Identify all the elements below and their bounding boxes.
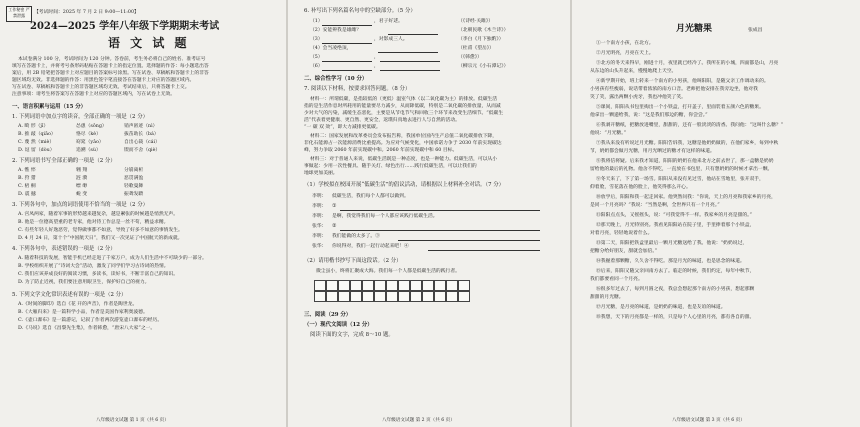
answer-blank[interactable] [398,240,540,241]
speaker: 李明： [312,234,327,239]
instruction-line: 案后，用 2B 铅笔把答题卡上对应题目的答案标号涂黑。写在试卷、草稿纸和答题卡上的非答 [12,71,209,76]
paragraph: 留给他的最后的礼物。他舍不得吃，一直放在书包里，只有想奶奶的时候才拿出一颗。 [590,167,773,172]
option-c: 自出心裁（cái） [124,140,160,145]
poem-source: （北朝民歌《木兰诗》） [458,28,509,33]
option-a: 怂恿（sǒnɡ） [76,124,107,129]
dialog-line: 是啊，我觉得我们每一个人都应该践行低碳生活。 [332,214,438,219]
option-d: 振聋发聩 [124,192,144,197]
paragraph: ⑨冬天来了，下了第一场雪。阳阳从来没有见过雪，他站在雪地里，张开双手， [596,177,764,182]
material-line: 活”代表着更健康、更自然、更安全，返璞归真地去进行人与自然的活动。 [304,118,460,123]
option-a: 销声匿迹（nì） [124,124,158,129]
option-b: 恪尽（kè） [76,132,101,137]
option-a: A. 随着科技的发展，智能手机已经走进了千家万户，成为人们生活中不可缺少的一部分。 [18,256,207,261]
poem-source: （杜甫《望岳》） [458,46,494,51]
poem-source: （李白《月下独酌》） [458,37,504,42]
option-b: B. 学校组织开展了“诗词大会”活动，激发了同学们学习古诗词的热情。 [18,264,169,269]
paragraph: ⑬第二天，阳阳把铁盒里最后一颗月光糖送给了我。他说：“奶奶说过， [596,241,748,246]
paragraph: ⑭我握着那颗糖，久久舍不得吃。那是月光的味道，也是思念的味道。 [596,259,745,264]
question-3: 3. 下列各句中，加点的词语使用不恰当的一项是（2 分） [12,202,148,208]
material-line: 材料二：国家发展和改革委员会发布报告称，我国单位国内生产总值二氧化碳排放下降， [310,134,498,139]
blank-label: （1） [310,19,323,24]
paragraph: 他拿出一颗递给我，说：“这是我们那边的糖，你尝尝。” [590,113,708,118]
paragraph: 把糖分给好朋友，甜就会加倍。” [590,249,658,254]
paragraph: ⑫那天晚上，月光特别亮。我看见阳阳站在院子里，手里捧着那个小铁盒， [596,223,755,228]
material-line: “一 碳 双 效”，即大力减排更低碳。 [304,125,381,130]
question-7: 7. 阅读以下材料，按要求回答问题。（8 分） [304,86,411,92]
question-5: 5. 下列文学文化常识表述有误的一项是（2 分） [12,292,127,298]
paragraph: ⑧我将信将疑。后来我才知道，阳阳的奶奶在他来北方之前去世了，那一盒糖是奶奶 [596,159,774,164]
option-d: 锲而不舍（qiè） [124,148,161,153]
paragraph: ⑱我想，天下的月亮都是一样的，只是每个人心里的月亮，都有各自的甜。 [596,315,755,320]
question-2: 2. 下列词语书写全部正确的一项是（2 分） [12,158,116,164]
copy-text: 微尘虽小，终将汇聚成大海。我们每一个人都是低碳生活的践行者。 [316,269,460,274]
subsection-heading: （一）现代文阅读（12 分） [304,322,373,328]
paragraph: 节，奶奶都会做月光糖，用月光晒过的糖才有这样的味道。 [590,149,715,154]
paragraph: ⑥我剥开糖纸，把糖放进嘴里，甜甜的，还有一股淡淡的清香。我问他：“这叫什么糖？” [596,123,784,128]
exam-title: 2024—2025 学年八年级下学期期末考试 [30,21,220,32]
exam-time: 【考试时间：2025 年 7 月 2 日 9:00—11:00】 [34,10,139,15]
option-d: D.《马说》选自《昌黎先生集》，作者韩愈，“唐宋八大家”之一。 [18,326,156,331]
material-line: 材料一：所谓低碳，是指较低的（更低）温室气体（以二氧化碳为主）的排放。低碳生活 [310,97,498,102]
speaker: 李明： [312,194,327,199]
paragraph: ②月光明亮，月亮在天上。 [596,51,654,56]
option-b: B. 他是一位德高望重的老专家，他对待工作总是一丝不苟，精益求精。 [18,220,169,225]
poem-source: （柳宗元《小石潭记》） [458,64,509,69]
paragraph: ③北方的冬天来得早，刚进十月，夜里就已经冷了。我所在的小城，四面都是山，月亮 [596,61,779,66]
question-1: 1. 下列词语中加点字的读音，全部正确的一项是（2 分） [12,114,148,120]
answer-blank[interactable] [322,70,372,71]
question-7-2: （2）请用楷书抄写下面这段话。（2 分） [304,258,402,264]
speaker: 李明： [312,204,327,209]
dialog-line: ② [332,224,337,229]
paragraph: 甜甜的月光糖。 [590,295,624,300]
speaker: 张华： [312,224,327,229]
calligraphy-grid[interactable] [314,280,470,302]
option-b: 涟 漪 [76,176,88,181]
paragraph: 对着月亮，轻轻地说着什么。 [590,231,653,236]
option-a: 翱 翔 [76,168,88,173]
option-a: A. 畸 形（jī） [18,124,49,129]
answer-blank[interactable] [380,70,440,71]
page-footer: 八年级语文试题 第 3 页（共 6 页） [672,418,745,423]
paragraph: ⑰月光糖，是月亮的味道，是奶奶的味道，也是友谊的味道。 [596,305,726,310]
question-4: 4. 下列各句中，表述错误的一项是（2 分） [12,246,116,252]
answer-blank[interactable] [340,210,540,211]
answer-blank[interactable] [322,43,372,44]
paragraph: ①一个南方小孩，在北方。 [596,41,654,46]
material-line: 事做起：少用一次性餐具、随手关灯、绿色出行……践行低碳生活，可以让我们的 [304,164,477,169]
dialog-line: 低碳生活，我们每个人都可以做到。 [332,194,409,199]
poem-line: ，君子好逑。 [374,19,403,24]
blank-label: （6） [310,64,323,69]
option-d: D. 震 撼 [18,192,36,197]
material-line: 地球更加美丽。 [304,171,338,176]
section-heading: 三、阅读（29 分） [304,312,352,318]
option-d: 追溯（sù） [76,148,101,153]
material-line: 少对大气的污染，减缓生态恶化，主要是从节电节气和回收三个环节来改变生活细节。“低碳生 [304,111,504,116]
option-a: A. 宫凤两家，随着军事的形势越来越复杂，越是紧张的时候越是悄然无声。 [18,212,179,217]
dialog-line: 你说得对，我们一起行动起来吧！④ [332,244,409,249]
paragraph: ⑯很多年过去了，每到月圆之夜，我总会想起那个南方的小男孩，想起那颗 [596,287,755,292]
answer-blank[interactable] [322,25,372,26]
paragraph: 仰着脸，雪花落在他的脸上，他笑得那么开心。 [590,185,691,190]
page-footer: 八年级语文试题 第 1 页（共 6 页） [96,418,169,423]
instruction-line: 填写在答题卡上，并将考号条形码粘贴在答题卡上的指定位置。选择题的作答：每小题选出答 [12,64,209,69]
material-line: 非化石能源占一次能源消费比重提高。为应对气候变化，中国承诺力争于 2030 年前实现碳达 [304,141,502,146]
material-line: 指的是生活作息时所耗用的能量要尽力减少，从而降低碳，特别是二氧化碳的排放量，从而减 [304,104,501,109]
section-heading: 一、语言积累与运用（15 分） [12,104,87,110]
blank-label: （5） [310,55,323,60]
question-6: 6. 补写出下列名篇名句中的空缺部分。（5 分） [304,8,416,14]
instruction-line: 本试卷满分 100 分，考试时间为 120 分钟。答卷前，考生务必将自己的姓名、准考证号 [18,57,206,62]
option-c: C. 梧 桐 [18,184,36,189]
poem-line: （4）会当凌绝顶， [310,46,352,51]
poem-line: （2）安能辨我是雄雌？ [310,28,362,33]
speaker: 张华： [312,244,327,249]
dialog-line: ① [332,204,337,209]
page-2 [288,0,570,427]
instruction-line: 注意事项：请考生将答案写在答题卡上对应的答题区域内，写在试卷上无效。 [12,92,176,97]
poem-line: ， [374,64,379,69]
paragraph: ⑪阳阳点点头，又摇摇头，说：“可我觉得不一样。我家乡的月亮是甜的。” [596,213,753,218]
option-a: A.《时间的脚印》选自《花 开的声音》，作者是陶世龙。 [18,302,138,307]
answer-blank[interactable] [388,34,438,35]
option-d: D. 为了防止近视，我们要注意用眼卫生，保护好自己的视力。 [18,280,150,285]
poem-line: ， [374,55,379,60]
question-7-1: （1）学校拟在校园开展“低碳生活”的倡议活动，请根据以上材料补全对话。（7 分） [304,182,505,188]
paragraph: ⑤课间，阳阳从书包里掏出一个小铁盒，打开盖子，里面装着五颜六色的糖果。 [596,105,764,110]
option-b: B. 推 敲（qiāo） [18,132,56,137]
option-b: B. 狩 猎 [18,176,36,181]
instruction-line: 写在试卷、草稿纸和答题卡上的非答题区域均无效。考试结束后，只将答题卡上交。 [12,85,190,90]
answer-blank[interactable] [380,61,440,62]
paragraph: ⑩放学后，阳阳和我一起走回家。他突然问我：“你说，天上的月亮和我家乡的月亮， [596,195,776,200]
reading-instruction: 阅读下面的文字，完成 8～10 题。 [310,332,394,338]
page-1 [0,0,286,427]
option-d: D. 逗 留（dòu） [18,148,55,153]
blank-label: （3） [310,37,323,42]
paragraph: 我们都要看同一个月亮。 [590,277,643,282]
poem-source: （《韩愈》） [458,55,482,60]
option-c: C.《壶口瀑布》是一篇游记，记叙了作者两次游览壶口瀑布的经历。 [18,318,163,323]
page-3 [572,0,860,427]
option-a: A. 憔 悴 [18,168,36,173]
answer-blank[interactable] [340,230,540,231]
confidential-stamp [6,6,32,22]
stamp-text: 工作秘密 严禁泄露 [8,7,30,18]
option-d: D. 4 月 24 日，第十个“中国航天日”，我们又一次见证了中国航天的新成就。 [18,236,183,241]
option-c: C. 有些年轻人好逸恶劳，觉得做事都不如意，导致了好多不如意的事情发生。 [18,228,183,233]
paragraph: 是同一个月亮吗？”我说：“当然是啊，全世界只有一个月亮。” [590,203,720,208]
option-b: B.《大雁归来》是一篇科学小品，作者是美国作家利奥波德。 [18,310,148,315]
speaker: 李明： [312,214,327,219]
option-c: 窈窕（yǎo） [76,140,104,145]
option-b: 拔苗助长（bá） [124,132,159,137]
paragraph: ⑮后来，阳阳又随父亲回南方去了。临走的时候，我们约定，每年中秋节， [596,269,755,274]
paragraph: ⑦我从来没有听说过月光糖。阳阳告诉我，这糖是他奶奶做的，在他们家乡，每到中秋 [596,141,779,146]
subject-title: 语 文 试 题 [108,36,190,50]
poem-source: （《诗经·关雎》） [458,19,494,24]
paragraph: 从东边的山头升起来，慢慢地爬上天空。 [590,69,677,74]
dialog-line: 我们能做的太多了。③ [332,234,380,239]
paragraph: 他说：“月光糖。” [590,131,627,136]
option-c: C. 我们应该养成良好的阅读习惯，多读书，读好书，不断丰富自己的知识。 [18,272,179,277]
paragraph: ④新学期开始，班上转来一个南方的小男孩，他叫阳阳，是随父亲工作调动来的。 [596,79,769,84]
instruction-line: 题区域均无效。非选择题的作答：用黑色签字笔直接答在答题卡上对应的答题区域内。 [12,78,195,83]
article-title: 月光糖果 [676,24,713,34]
option-a: 分崩离析 [124,168,144,173]
answer-blank[interactable] [322,61,372,62]
answer-blank[interactable] [428,250,540,251]
option-c: 缥 缈 [76,184,88,189]
option-c: 轻歌曼舞 [124,184,144,189]
material-line: 峰，努力争取 2060 年前实现碳中和。2060 年前实现碳中和 60 目标。 [304,148,458,153]
page-footer: 八年级语文试题 第 2 页（共 6 页） [382,418,455,423]
article-author: 张成昌 [748,28,763,33]
poem-line: ，对影成三人。 [374,37,408,42]
section-heading: 二、综合性学习（10 分） [304,76,368,82]
paragraph: 小男孩有些瘦弱，说话带着浓浓的南方口音。老师把他安排在我旁边坐，他对我 [590,87,758,92]
answer-blank[interactable] [378,52,438,53]
option-c: C. 蔑 然（miè） [18,140,55,145]
option-b: 恶贯满盈 [124,176,144,181]
paragraph: 笑了笑，露出两颗小虎牙，我也冲他笑了笑。 [590,95,686,100]
material-line: 材料三：对于普通人来说，低碳生活既是一种态度，也是一种能力。低碳生活，可以从小 [310,157,498,162]
option-d: 蜕 变 [76,192,88,197]
